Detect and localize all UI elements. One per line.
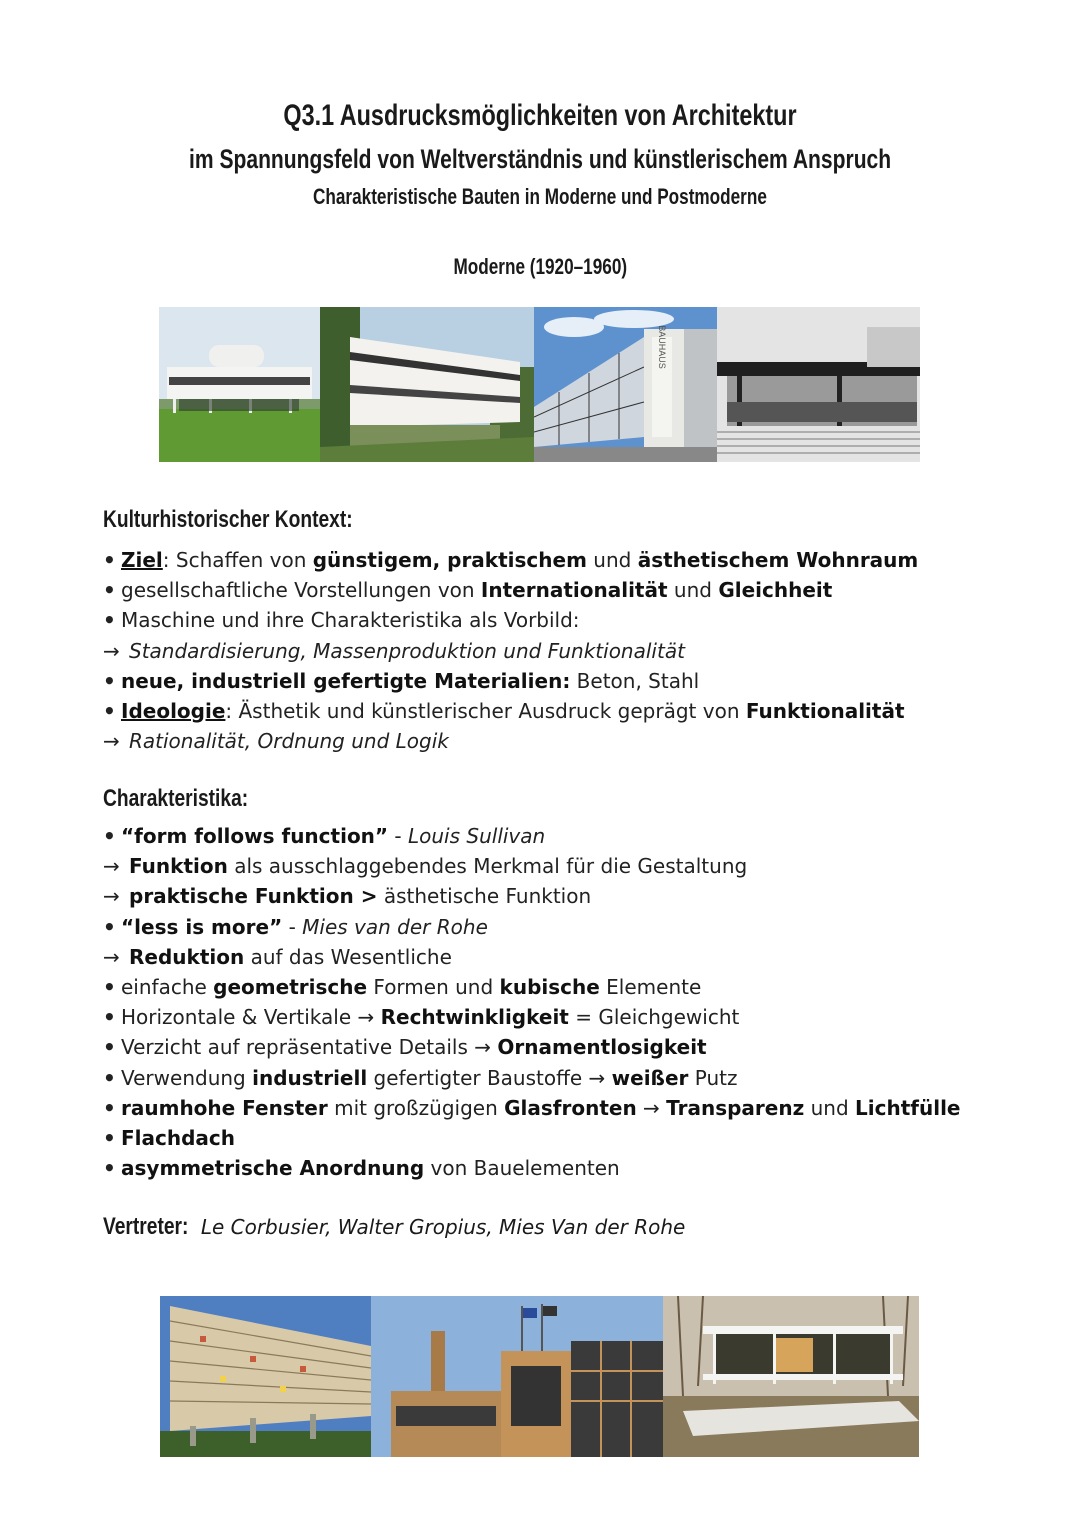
context-list <box>103 545 1003 756</box>
representatives-line <box>103 1213 1003 1247</box>
context-heading: Kulturhistorischer Kontext: <box>103 506 353 533</box>
bottom-photo-strip <box>160 1296 919 1457</box>
page-subsubtitle: Charakteristische Bauten in Moderne und Postmoderne <box>313 184 767 209</box>
page-subtitle: im Spannungsfeld von Weltverständnis und künstlerischem Anspruch <box>188 144 892 174</box>
context-section <box>103 506 1003 536</box>
list-item: • raumhohe Fenster mit großzügigen Glasfronten → Transparenz und Lichtfülle <box>103 1095 961 1120</box>
list-item: • asymmetrische Anordnung von Bauelementen <box>103 1156 620 1181</box>
photo-villa-savoye <box>159 307 320 462</box>
list-item: • “less is more” - Mies van der Rohe <box>103 914 488 939</box>
photo-farnsworth-house <box>663 1296 919 1457</box>
list-item: → Standardisierung, Massenproduktion und Funktionalität <box>103 638 685 663</box>
photo-unite-habitation <box>160 1296 371 1457</box>
top-photo-strip <box>159 307 920 462</box>
period-heading: Moderne (1920–1960) <box>453 254 627 279</box>
photo-fagus-werk <box>371 1296 663 1457</box>
list-item: • “form follows function” - Louis Sullivan <box>103 824 546 848</box>
page-title: Q3.1 Ausdrucksmöglichkeiten von Architektur <box>283 99 797 132</box>
list-item: • Verwendung industriell gefertigter Baustoffe → weißer Putz <box>103 1065 738 1090</box>
list-item: → praktische Funktion > ästhetische Funktion <box>103 884 592 909</box>
characteristics-section <box>103 785 1003 815</box>
list-item: → Reduktion auf das Wesentliche <box>103 944 452 969</box>
list-item: • neue, industriell gefertigte Materialien: Beton, Stahl <box>103 668 700 693</box>
list-item: → Rationalität, Ordnung und Logik <box>103 729 449 754</box>
list-item: • gesellschaftliche Vorstellungen von Internationalität und Gleichheit <box>103 578 833 603</box>
photo-bauhaus-dessau <box>534 307 717 462</box>
representatives-label: Vertreter: <box>103 1213 189 1240</box>
photo-neue-nationalgalerie <box>717 307 920 462</box>
representatives-names: Le Corbusier, Walter Gropius, Mies Van der Rohe <box>200 1215 686 1239</box>
list-item: • Horizontale & Vertikale → Rechtwinkligkeit = Gleichgewicht <box>103 1005 740 1030</box>
list-item: → Funktion als ausschlaggebendes Merkmal für die Gestaltung <box>103 854 748 879</box>
list-item: • Ziel: Schaffen von günstigem, praktischem und ästhetischem Wohnraum <box>103 548 919 572</box>
list-item: • Maschine und ihre Charakteristika als Vorbild: <box>103 608 580 633</box>
characteristics-list <box>103 821 1003 1183</box>
list-item: • Ideologie: Ästhetik und künstlerischer Ausdruck geprägt von Funktionalität <box>103 698 905 723</box>
list-item: • Flachdach <box>103 1125 236 1150</box>
bauhaus-sign-text: BAUHAUS <box>657 325 667 369</box>
photo-weissenhof-house <box>320 307 534 462</box>
list-item: • einfache geometrische Formen und kubische Elemente <box>103 974 702 999</box>
list-item: • Verzicht auf repräsentative Details → Ornamentlosigkeit <box>103 1035 707 1060</box>
characteristics-heading: Charakteristika: <box>103 785 249 812</box>
